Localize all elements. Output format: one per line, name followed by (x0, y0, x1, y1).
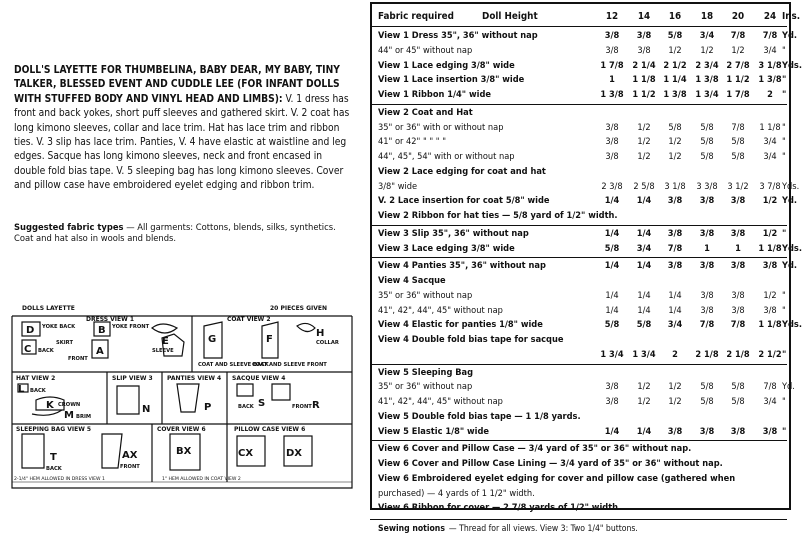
row-value: 1/4 (604, 260, 620, 272)
table-divider (370, 519, 787, 520)
header-size: 12 (605, 11, 619, 22)
row-value: 5/8 (731, 381, 745, 393)
header-doll-height: Doll Height (482, 11, 538, 22)
row-value: 3/4 (636, 242, 652, 254)
row-value: 2 (767, 89, 773, 100)
row-label: View 1 Ribbon 1/4" wide (378, 89, 491, 100)
header-size: 24 (763, 11, 777, 22)
description-body: V. 1 dress has front and back yokes, short puff sleeves and gathered skirt. V. 2 coat has long kimono sleeves, collar and lace trim. Hat has lace trim and ribbon ties. V. 3 slip has lace trim. Panties, V. 4 have elastic at waistline and leg edges. Sacque has long kimono sleeves, neck and front encased in double fold bias tape. V. 5 sleeping bag has long kimono sleeves. Cover and pillow case have embroidered eyelet edging and ribbon trim. (14, 93, 350, 192)
row-value: 3/8 (762, 425, 778, 437)
row-unit: Yds. (782, 180, 800, 192)
row-unit: " (782, 89, 787, 100)
row-value: 1/4 (636, 260, 652, 272)
piece-brim: BRIM (76, 414, 92, 420)
row-label: View 4 Elastic for panties 1/8" wide (378, 319, 543, 331)
row-label: View 1 Lace insertion 3/8" wide (378, 74, 525, 86)
row-label: View 2 Ribbon for hat ties — 5/8 yard of 1/2" width. (378, 210, 618, 221)
row-value: 1 (609, 74, 615, 86)
row-value: 1 1/2 (726, 74, 750, 86)
piece-collar: COLLAR (316, 340, 339, 346)
row-value: 3/8 (605, 121, 619, 133)
piece-b: B (98, 325, 106, 336)
row-value: 3/4 (763, 396, 777, 407)
row-value: 1 3/4 (632, 348, 656, 360)
row-label: 41", 42", 44", 45" without nap (378, 396, 503, 407)
row-value: 3/8 (699, 195, 715, 207)
row-value: 2 1/8 (695, 348, 719, 360)
row-value: 1/4 (604, 227, 620, 239)
hem-note-coat: 1" HEM ALLOWED IN COAT VIEW 2 (162, 477, 241, 482)
row-value: 1/4 (636, 195, 652, 207)
row-value: 5/8 (700, 121, 714, 133)
row-value: 1/2 (637, 136, 651, 148)
row-unit: " (782, 136, 786, 148)
row-value: 1 1/4 (663, 74, 687, 86)
piece-bx: BX (176, 446, 192, 457)
piece-dx: DX (286, 448, 303, 459)
row-label: View 6 Cover and Pillow Case Lining — 3/4 yard of 35" or 36" without nap. (378, 458, 723, 469)
sewing-notions-row (378, 523, 638, 536)
row-value: 1/2 (762, 227, 778, 239)
row-unit: Yds. (782, 319, 802, 331)
pattern-cover-label: COVER VIEW 6 (157, 426, 206, 433)
row-value: 5/8 (731, 396, 745, 407)
row-value: 1/4 (637, 304, 651, 316)
row-value: 3/8 (605, 381, 619, 393)
row-value: 5/8 (604, 242, 620, 254)
row-value: 1/4 (636, 227, 652, 239)
row-value: 7/8 (731, 121, 745, 133)
row-label: View 5 Sleeping Bag (378, 366, 474, 378)
fabric-label: Suggested fabric types (14, 222, 124, 232)
row-value: 3/8 (699, 425, 715, 437)
row-label: View 3 Slip 35", 36" without nap (378, 227, 529, 239)
header-size: 16 (668, 11, 682, 22)
piece-back-s: BACK (238, 404, 254, 410)
row-label: View 4 Panties 35", 36" without nap (378, 260, 546, 272)
row-value: 1 1/8 (758, 319, 782, 331)
row-label: 35" or 36" without nap (378, 289, 473, 301)
row-value: 2 1/2 (758, 348, 782, 360)
row-value: 2 5/8 (633, 180, 655, 192)
piece-yoke-front: YOKE FRONT (112, 324, 150, 330)
row-value: 1 3/8 (695, 74, 719, 86)
row-value: 3/8 (763, 304, 777, 316)
header-fabric-label: Fabric required (378, 11, 454, 22)
row-value: 1 1/8 (759, 121, 781, 133)
row-unit: Yd. (782, 260, 798, 272)
row-value: 3/8 (730, 227, 746, 239)
piece-crown: CROWN (58, 402, 81, 408)
row-value: 1 3/4 (600, 348, 624, 360)
row-value: 1 1/8 (758, 242, 782, 254)
row-label: View 1 Lace edging 3/8" wide (378, 59, 515, 71)
piece-front-a: FRONT (68, 356, 88, 362)
row-unit: Yds. (782, 242, 802, 254)
row-value: 7/8 (667, 242, 683, 254)
pattern-panties-label: PANTIES VIEW 4 (167, 375, 222, 382)
row-value: 3/8 (605, 44, 619, 56)
row-value: 3/4 (763, 151, 777, 162)
piece-g: G (208, 334, 217, 345)
header-size: 18 (700, 11, 714, 22)
pattern-description (14, 64, 354, 194)
row-value: 1 7/8 (600, 59, 624, 71)
piece-front-ax: FRONT (120, 464, 140, 470)
row-value: 3/4 (699, 30, 715, 41)
row-value: 1/4 (636, 425, 652, 437)
row-value: 1 1/2 (632, 89, 656, 100)
piece-sleeve: SLEEVE (152, 348, 174, 354)
row-value: 1 1/8 (632, 74, 656, 86)
row-label: View 6 Ribbon for cover — 2 7/8 yards of 1/2" width. (378, 502, 622, 514)
row-value: 3 1/8 (664, 180, 686, 192)
fabric-types (14, 222, 354, 244)
row-value: 3/4 (763, 136, 777, 148)
piece-d: D (26, 325, 35, 336)
row-value: 1/2 (637, 396, 651, 407)
row-value: 1/2 (668, 44, 682, 56)
row-unit: " (782, 289, 786, 301)
row-value: 1/2 (668, 396, 682, 407)
row-label: View 4 Sacque (378, 275, 446, 286)
row-label: 44" or 45" without nap (378, 44, 473, 56)
row-value: 3/8 (667, 195, 683, 207)
row-label: View 4 Double fold bias tape for sacque (378, 334, 564, 345)
table-divider (370, 225, 787, 226)
row-value: 3/8 (700, 289, 714, 301)
row-value: 1/2 (700, 44, 714, 56)
row-value: 3/8 (699, 260, 715, 272)
piece-s: S (258, 398, 266, 409)
pattern-sacque-label: SACQUE VIEW 4 (232, 375, 286, 382)
row-value: 1 3/8 (663, 89, 687, 100)
row-value: 1/4 (668, 304, 682, 316)
piece-l: L (18, 384, 25, 395)
row-value: 1/2 (668, 151, 682, 162)
piece-a: A (96, 346, 104, 357)
piece-coat-back: COAT AND SLEEVE BACK (198, 362, 269, 368)
row-unit: " (782, 151, 786, 162)
row-value: 1/4 (604, 425, 620, 437)
piece-n: N (142, 404, 151, 415)
row-value: 5/8 (604, 319, 620, 331)
row-label: View 6 Embroidered eyelet edging for cover and pillow case (gathered when (378, 472, 736, 484)
row-value: 5/8 (731, 151, 745, 162)
table-divider (370, 440, 787, 441)
row-value: 3 3/8 (696, 180, 718, 192)
piece-k: K (46, 400, 54, 411)
pattern-hat-label: HAT VIEW 2 (16, 375, 56, 382)
row-value: 3/8 (730, 425, 746, 437)
fabric-chart (370, 0, 802, 534)
row-value: 1/4 (637, 289, 651, 301)
row-label: 44", 45", 54" with or without nap (378, 151, 515, 162)
row-value: 1/2 (637, 121, 651, 133)
row-unit: Yd. (782, 381, 795, 393)
row-label: 41", 42", 44", 45" without nap (378, 304, 503, 316)
row-value: 5/8 (636, 319, 652, 331)
row-value: 1 3/8 (600, 89, 624, 100)
pattern-pieces-diagram (12, 300, 352, 490)
hem-note-dress: 2-1/4" HEM ALLOWED IN DRESS VIEW 1 (14, 477, 105, 482)
row-label: 41" or 42" " " " " (378, 136, 447, 148)
row-value: 1/4 (604, 195, 620, 207)
row-value: 3/8 (636, 30, 652, 41)
row-unit: Yd. (782, 195, 798, 207)
row-value: 1/2 (637, 151, 651, 162)
row-value: 5/8 (667, 30, 683, 41)
row-value: 3 1/2 (727, 180, 749, 192)
row-value: 3/8 (605, 136, 619, 148)
row-value: 1 3/4 (695, 89, 719, 100)
table-divider (370, 104, 787, 105)
row-value: 3/8 (605, 396, 619, 407)
piece-f: F (266, 334, 273, 345)
piece-m: M (64, 410, 74, 421)
row-value: 1/2 (762, 195, 778, 207)
row-value: 1 (735, 242, 741, 254)
row-value: 5/8 (700, 381, 714, 393)
row-label: View 5 Elastic 1/8" wide (378, 425, 490, 437)
table-divider (370, 257, 787, 258)
row-value: 3/8 (730, 195, 746, 207)
piece-skirt: SKIRT (56, 340, 73, 346)
row-unit: " (782, 121, 786, 133)
row-label: V. 2 Lace insertion for coat 5/8" wide (378, 195, 550, 207)
row-value: 3/8 (700, 304, 714, 316)
row-value: 3/4 (667, 319, 683, 331)
row-value: 5/8 (700, 151, 714, 162)
row-label: 35" or 36" without nap (378, 381, 473, 393)
piece-e: E (162, 336, 169, 347)
row-value: 2 1/2 (663, 59, 687, 71)
description-heading: DOLL'S LAYETTE FOR THUMBELINA, BABY DEAR, MY BABY, TINY TALKER, BLESSED EVENT AND CUDDLE LEE (FOR INFANT DOLLS WITH STUFFED BODY AND VINYL HEAD AND LIMBS): (14, 65, 340, 105)
row-label: 35" or 36" with or without nap (378, 121, 504, 133)
pattern-slip-label: SLIP VIEW 3 (112, 375, 153, 382)
row-value: 5/8 (700, 396, 714, 407)
row-value: 7/8 (763, 381, 777, 393)
row-value: 7/8 (699, 319, 715, 331)
row-value: 5/8 (700, 136, 714, 148)
row-value: 2 1/4 (632, 59, 656, 71)
piece-h: H (316, 328, 325, 339)
row-value: 1/4 (605, 304, 619, 316)
piece-yoke-back: YOKE BACK (42, 324, 76, 330)
row-value: 5/8 (668, 121, 682, 133)
row-value: 1/2 (668, 381, 682, 393)
row-value: 3/8 (699, 227, 715, 239)
fabric-text: — All garments: Cottons, blends, silks, synthetics. Coat and hat also in wools and blends. (14, 222, 336, 243)
row-unit: Yd. (782, 30, 798, 41)
pattern-pillow-label: PILLOW CASE VIEW 6 (234, 426, 306, 433)
piece-front-r: FRONT (292, 404, 312, 410)
row-value: 2 7/8 (726, 59, 750, 71)
row-unit: " (782, 74, 787, 86)
row-value: 3/8 (730, 260, 746, 272)
row-value: 3 1/8 (758, 59, 782, 71)
pattern-pieces-given: 20 PIECES GIVEN (270, 305, 327, 312)
row-unit: " (782, 304, 786, 316)
piece-ax: AX (122, 450, 138, 461)
pattern-dress-label: DRESS VIEW 1 (86, 316, 135, 323)
row-value: 5/8 (731, 136, 745, 148)
row-value: 3/8 (667, 425, 683, 437)
header-unit: Ins. (782, 11, 801, 22)
row-value: 3/8 (731, 304, 745, 316)
pattern-title: DOLLS LAYETTE (22, 305, 75, 312)
row-value: 3/8 (731, 289, 745, 301)
row-value: 2 3/4 (695, 59, 719, 71)
row-value: 1/4 (605, 289, 619, 301)
piece-coat-front: COAT AND SLEEVE FRONT (252, 362, 327, 368)
table-divider (370, 26, 787, 27)
row-value: 1 7/8 (726, 89, 750, 100)
row-value: 3/8 (667, 227, 683, 239)
piece-r: R (312, 400, 320, 411)
row-unit: Yds. (782, 59, 802, 71)
row-value: 3/8 (604, 30, 620, 41)
row-value: 1 3/8 (758, 74, 782, 86)
piece-back-l: BACK (30, 388, 46, 394)
row-unit: " (782, 348, 787, 360)
row-value: 7/8 (730, 30, 746, 41)
row-label: View 5 Double fold bias tape — 1 1/8 yards. (378, 410, 581, 422)
row-value: 1/2 (763, 289, 777, 301)
row-value: 1/2 (637, 381, 651, 393)
piece-back-c: BACK (38, 348, 54, 354)
row-value: 1/2 (731, 44, 745, 56)
row-label: View 3 Lace edging 3/8" wide (378, 242, 515, 254)
table-divider (370, 364, 787, 365)
row-unit: " (782, 425, 787, 437)
row-value: 2 (672, 348, 678, 360)
row-value: 1/4 (668, 289, 682, 301)
row-value: 3/8 (637, 44, 651, 56)
piece-back-t: BACK (46, 466, 62, 472)
row-value: 3 7/8 (759, 180, 781, 192)
row-value: 3/4 (763, 44, 777, 56)
notions-label: Sewing notions (378, 524, 445, 534)
piece-cx: CX (238, 448, 254, 459)
pattern-coat-label: COAT VIEW 2 (227, 316, 271, 323)
piece-t: T (50, 452, 57, 463)
header-size: 20 (731, 11, 745, 22)
notions-text: — Thread for all views. View 3: Two 1/4" buttons. (448, 524, 638, 534)
row-value: 3/8 (667, 260, 683, 272)
row-value: 3/8 (605, 151, 619, 162)
row-value: 2 3/8 (601, 180, 623, 192)
row-value: 7/8 (730, 319, 746, 331)
left-panel (0, 0, 365, 514)
row-label: View 2 Coat and Hat (378, 106, 473, 118)
row-value: 3/8 (762, 260, 778, 272)
row-value: 7/8 (762, 30, 778, 41)
row-label: 3/8" wide (378, 180, 418, 192)
row-label: View 1 Dress 35", 36" without nap (378, 30, 538, 41)
header-size: 14 (637, 11, 651, 22)
row-label: View 2 Lace edging for coat and hat (378, 165, 546, 177)
row-unit: " (782, 396, 786, 407)
row-unit: " (782, 227, 787, 239)
row-label: purchased) — 4 yards of 1 1/2" width. (378, 487, 535, 499)
row-value: 2 1/8 (726, 348, 750, 360)
piece-p: P (204, 402, 212, 413)
pattern-sleeping-label: SLEEPING BAG VIEW 5 (16, 426, 92, 433)
row-unit: " (782, 44, 786, 56)
row-value: 1 (704, 242, 710, 254)
piece-c: C (24, 344, 32, 355)
row-label: View 6 Cover and Pillow Case — 3/4 yard of 35" or 36" without nap. (378, 443, 692, 455)
row-value: 1/2 (668, 136, 682, 148)
